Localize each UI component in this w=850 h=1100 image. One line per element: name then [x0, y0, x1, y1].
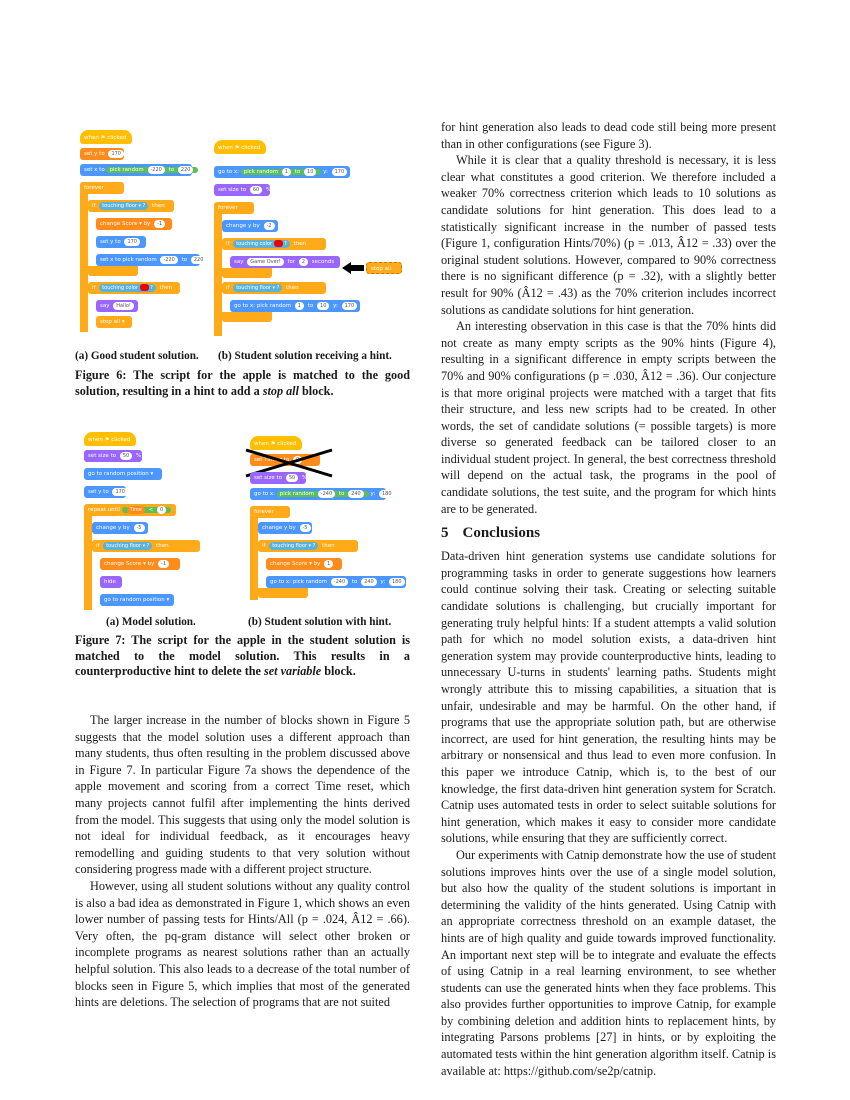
section-number: 5 [441, 525, 449, 542]
set-variable-block: set Time ▾ to [250, 454, 320, 466]
say-hello-block: say Hallo! [96, 300, 138, 312]
set-y-block: set y to 170 [80, 148, 124, 160]
figure-7-caption: Figure 7: The script for the apple in the student solution is matched to the model solution. This results in a counterproductive hint to delete the set variable block. [75, 633, 410, 678]
repeat-arm [84, 514, 92, 610]
if-touching-color-block: if touching color ? then [222, 238, 326, 250]
change-score-block: change Score ▾ by -1 [96, 218, 172, 230]
fig7-sub-a: (a) Model solution. [106, 616, 196, 628]
go-to-random-position-block: go to random position ▾ [84, 468, 162, 480]
figure-6a-scratch-script [80, 130, 204, 340]
figure-7a-scratch-script [84, 432, 204, 612]
section-title: Conclusions [462, 525, 541, 542]
forever-block: forever [214, 202, 254, 214]
left-paragraph-2: However, using all student solutions without any quality control is also a bad idea as demonstrated in Figure 1, which shows an even lower number of passing tests for Hints/All (p = .024, Â12 = .66). Very often, the pq-gram distance will select other broken or incomplete programs as nearest solutions rather than an actually helpful solution. This also leads to a decrease of the total number of blocks seen in Figure 5, which implies that most of the generated hints are deletions. The selection of programs that are not suited [75, 878, 410, 1010]
if-touching-floor-block: if touching floor ▾ ? then [258, 540, 358, 552]
go-to-xy-block: go to x: pick random -240 to 240 y: 180 [250, 488, 386, 500]
right-paragraph-3: An interesting observation in this case is that the 70% hints did not create as many empty scripts as the 90% hints (Figure 4), resulting in a significant difference in empty scripts between the 70% and 90% configurations (p = .030, Â12 = .36). Our conjecture is that more original projects were matched with a target that fits their structure, and less new scripts had to be created. In other words, the set of candidate solutions (= possible targets) is more diverse so generated feedback can be tailored closer to an individual student project. In general, the best correctness threshold will depend on the actual task, the programs in the pool of candidate solutions, the test suite, and the program for which hints are to be generated. [441, 319, 776, 516]
forever-arm [80, 192, 88, 332]
hide-block: hide [100, 576, 122, 588]
forever-arm [214, 212, 222, 336]
forever-arm [250, 516, 258, 600]
change-y-block: change y by -5 [258, 522, 312, 534]
set-size-block: set size to 50 % [84, 450, 142, 462]
right-paragraph-4: Data-driven hint generation systems use candidate solutions for programming tasks in order to generate suggestions how learners could continue solving their task. Creating or selecting suitable candidate solutions is challenging, but crucially important for generating truly helpful hints: If a student attempts a valid solution path for which no model solution exists, a data-driven hint generation system may provide counterproductive hints, leading to unnecessary U-turns in students' learning paths. Students might wrongly attribute this to missing capabilities, a situation that is unfair, undesirable and may be harmful. On the other hand, if programs that use the appropriate solution path, but are otherwise incorrect, are used for hint generation, the resulting hints may be arbitrary or nonsensical and thus lead to even more confusion. In this paper we introduce Catnip, which is, to the best of our knowledge, the first data-driven hint generation system for Scratch. Catnip uses automated tests in order to select suitable solutions for hint generation, which makes it easy to consider more candidate solutions, while ensuring that they are sufficiently correct. [441, 549, 776, 846]
left-column-body [75, 712, 410, 1011]
when-flag-clicked-block: when ⚑ clicked [80, 130, 132, 144]
go-to-random-block: go to x: pick random 1 to 10 y: 170 [230, 300, 360, 312]
if-end-bar [88, 266, 138, 276]
if-touching-floor-block: if touching floor ▾ ? then [88, 200, 174, 212]
section-heading [441, 525, 776, 542]
if-end-bar [222, 268, 272, 278]
right-paragraph-1: for hint generation also leads to dead code still being more present than in other configurations (see Figure 3). [441, 120, 776, 151]
stop-all-hint-block: stop all [366, 262, 402, 274]
figure-6-caption: Figure 6: The script for the apple is matched to the good solution, resulting in a hint to add a stop all block. [75, 368, 410, 398]
forever-block: forever [250, 506, 290, 518]
say-for-seconds-block: say Game Over! for 2 seconds [230, 256, 340, 268]
figure-7b-scratch-script [250, 436, 410, 606]
if-end-bar [258, 588, 308, 598]
set-x-block: set x to pick random -220 to 220 [80, 164, 192, 176]
right-paragraph-5: Our experiments with Catnip demonstrate how the use of student solutions improves hints over the use of a single model solution, but also how the quality of the student solutions is important in determining the validity of the hints generated. Using Catnip with an appropriate correctness threshold on an example dataset, the hints are of high quality and guide towards improved functionality. An important next step will be to integrate and evaluate the effects of using Catnip in a real learning environment, to see whether students can use the generated hints when they face problems. This also provides further opportunities to improve Catnip, for example by combining deletion and addition hints to replacement hints, by integrating Parsons problems [27] in hints, or by exploiting the automated tests within the hint generation algorithm itself. Catnip is available at: https://github.com/se2p/catnip. [441, 847, 776, 1078]
when-flag-clicked-block: when ⚑ clicked [250, 436, 302, 450]
repeat-until-block: repeat until Time < 0 [84, 504, 176, 516]
change-score-block: change Score ▾ by 1 [266, 558, 342, 570]
figure-6b-scratch-script [214, 140, 414, 340]
if-touching-floor-block: if touching floor ▾ ? then [92, 540, 200, 552]
go-to-random-position-block-2: go to random position ▾ [100, 594, 174, 606]
change-y-block: change y by -5 [92, 522, 148, 534]
right-column-body [441, 119, 776, 1079]
left-paragraph-1: The larger increase in the number of blocks shown in Figure 5 suggests that the model solution uses a different approach than many students, thus often resulting in the problem discussed above in Figure 7. In particular Figure 7a shows the dependence of the apple movement and scoring from a correct Time reset, which many projects cannot fulfil after implementing the hints derived from the model. This suggests that using only the model solution is not ideal for individual feedback, as it encourages heavy remodelling and guiding students to that very solution without considering progress made with a different project structure. [75, 713, 410, 877]
when-flag-clicked-block: when ⚑ clicked [214, 140, 266, 154]
change-y-block: change y by -2 [222, 220, 278, 232]
set-y-block: set y to 170 [84, 486, 126, 498]
if-touching-floor-block: if touching floor ▾ ? then [222, 282, 326, 294]
fig6-sub-a: (a) Good student solution. [75, 350, 199, 362]
if-touching-color-block: if touching color ? then [88, 282, 180, 294]
if-end-bar-2 [222, 312, 272, 322]
set-size-block: set size to 60 % [214, 184, 270, 196]
right-paragraph-2: While it is clear that a quality threshold is necessary, it is less clear what constitutes a good criterion. We therefore included a weaker 70% correctness criterion which leads to 10 solutions as candidate solutions for hint generation. This does lead to a statistically significant increase in the number of passed tests (Figure 1, configuration Hints/70%) (p = .013, Â12 = .33) over the original student solutions. However, compared to 90% correctness there is no significant difference (p = .32), with a slightly better result for 90% (Â12 = .43) as the 70% criterion includes incorrect solutions as candidate solutions for hint generation. [441, 153, 776, 317]
fig7-sub-b: (b) Student solution with hint. [248, 616, 392, 628]
set-size-block: set size to 50 % [250, 472, 306, 484]
stop-all-block: stop all ▾ [96, 316, 132, 328]
change-score-block: change Score ▾ by -1 [100, 558, 180, 570]
set-x-random-block: set x to pick random -220 to 220 [96, 254, 200, 266]
when-flag-clicked-block: when ⚑ clicked [84, 432, 136, 446]
fig6-sub-b: (b) Student solution receiving a hint. [218, 350, 392, 362]
go-to-random-block: go to x: pick random -240 to 240 y: 180 [266, 576, 406, 588]
forever-block: forever [80, 182, 124, 194]
set-y-block-2: set y to 170 [96, 236, 146, 248]
hint-arrow-icon [342, 262, 364, 274]
go-to-xy-block: go to x: pick random 1 to 10 y: 170 [214, 166, 350, 178]
